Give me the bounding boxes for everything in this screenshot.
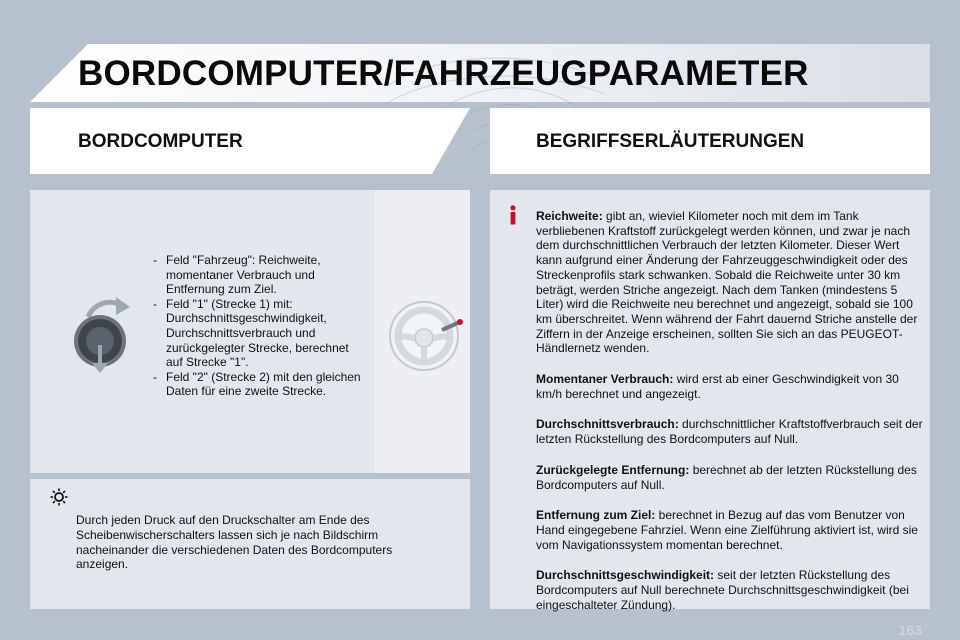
definition-term: Entfernung zum Ziel: [536,508,656,523]
definition-momentaner-verbrauch [536,372,924,401]
sun-tip-icon [50,488,68,506]
definition-text: seit der letzten Rückstellung des Bordcomputers auf Null berechnete Durchschnittsgeschwindigkeit (bei eingeschalteter Zündung). [536,568,909,612]
push-knob-icon [66,295,144,373]
page-number: 163 [898,622,922,638]
definition-term: Reichweite: [536,209,603,223]
left-section-heading: BORDCOMPUTER [78,131,243,152]
definitions-list [536,209,924,628]
list-item: - Feld "2" (Strecke 2) mit den gleichen Daten für eine zweite Strecke. [148,370,368,399]
definition-text: wird erst ab einer Geschwindigkeit von 30 km/h berechnet und angezeigt. [536,372,899,401]
definition-text: durchschnittlicher Kraftstoffverbrauch seit der letzten Rückstellung des Bordcomputers auf Null. [536,417,923,447]
right-section-heading: BEGRIFFSERLÄUTERUNGEN [536,131,805,152]
definition-text: berechnet ab der letzten Rückstellung des Bordcomputers auf Null. [536,462,917,492]
heading-band-corner [432,108,470,174]
definition-term: Zurückgelegte Entfernung: [536,462,690,477]
definition-reichweite [536,209,924,356]
definition-durchschnittsverbrauch [536,417,924,446]
definition-text: berechnet in Bezug auf das vom Benutzer von Hand eingegebene Fahrziel. Wenn eine Zielführung aktiviert ist, wird sie vom Navigationssystem momentan berechnet. [536,508,918,552]
page-title: BORDCOMPUTER/FAHRZEUGPARAMETER [78,54,809,93]
definition-text: gibt an, wieviel Kilometer noch mit dem im Tank verbliebenen Kraftstoff zurückgelegt werden können, und zwar je nach dem durchschnittlichen Verbrauch der letzten Kilometer. Dieser Wert kann aufgrund einer Änderung der Fahrzeuggeschwindigkeit oder des Streckenprofils stark schwanken. Sobald die Reichweite unter 30 km beträgt, werden Striche angezeigt. Nach dem Tanken (mindestens 5 Liter) wird die Reichweite neu berechnet und angezeigt, sobald sie 100 km überschreitet. Wenn während der Fahrt dauernd Striche anstelle der Ziffern in der Anzeige erscheinen, sollten Sie sich an das PEUGEOT-Händlernetz wenden. [536,209,918,356]
definition-term: Momentaner Verbrauch: [536,372,674,387]
definition-durchschnittsgeschwindigkeit [536,568,924,612]
definition-term: Durchschnittsgeschwindigkeit: [536,568,715,583]
list-item: - Feld "1" (Strecke 1) mit: Durchschnittsgeschwindigkeit, Durchschnittsverbrauch und zurückgelegter Strecke, berechnet auf Strecke "1". [148,297,368,370]
field-description-list [148,253,368,399]
definition-zurueckgelegte-entfernung [536,463,924,492]
list-item: - Feld "Fahrzeug": Reichweite, momentaner Verbrauch und Entfernung zum Ziel. [148,253,368,297]
definition-entfernung-zum-ziel [536,508,924,552]
tip-text: Durch jeden Druck auf den Druckschalter am Ende des Scheibenwischerschalters lassen sich je nach Bildschirm nacheinander die verschiedenen Daten des Bordcomputers anzeigen. [76,513,393,572]
info-icon [506,205,520,225]
steering-wheel-icon [388,296,466,374]
definition-term: Durchschnittsverbrauch: [536,417,679,432]
